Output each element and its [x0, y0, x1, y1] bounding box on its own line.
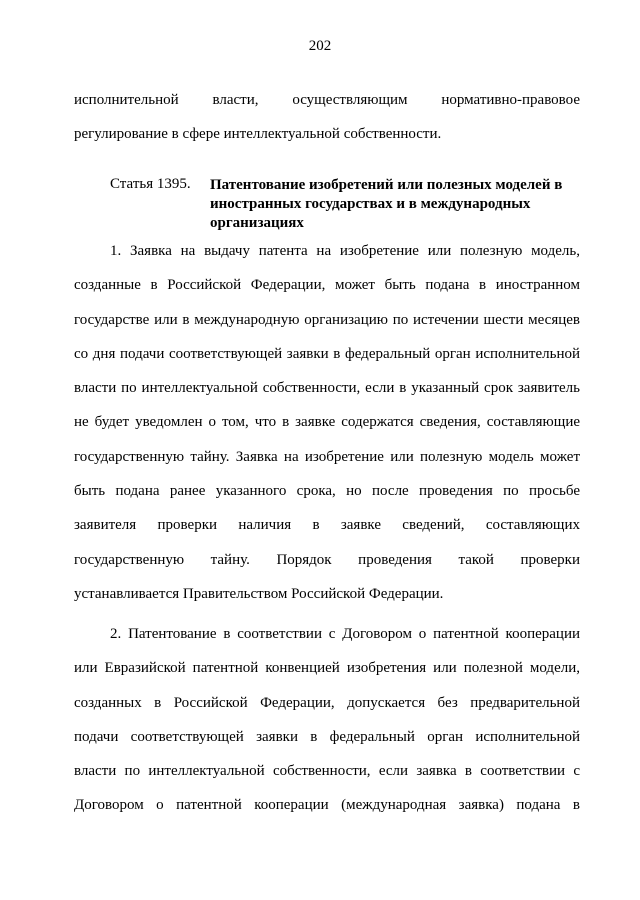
- text-line: исполнительной власти, осуществляющим нормативно-правовое: [74, 92, 580, 108]
- text-line: быть подана ранее указанного срока, но после проведения по просьбе: [74, 483, 580, 500]
- paragraph-1: [74, 234, 580, 611]
- text-line: 1. Заявка на выдачу патента на изобретение или полезную модель,: [110, 243, 580, 259]
- text-line: 2. Патентование в соответствии с Договором о патентной кооперации: [110, 626, 580, 642]
- text-line: созданные в Российской Федерации, может быть подана в иностранном: [74, 277, 580, 294]
- text-line: власти по интеллектуальной собственности, если в указанный срок заявитель: [74, 380, 580, 397]
- paragraph-2: [74, 617, 580, 823]
- text-line: устанавливается Правительством Российской Федерации.: [74, 585, 444, 602]
- page-number: 202: [308, 38, 332, 54]
- text-line: со дня подачи соответствующей заявки в федеральный орган исполнительной: [74, 345, 580, 362]
- article-label: Статья 1395.: [110, 176, 191, 192]
- text-line: созданных в Российской Федерации, допускается без предварительной: [74, 694, 580, 711]
- text-line: Договором о патентной кооперации (международная заявка) подана в: [74, 797, 580, 814]
- text-line: власти по интеллектуальной собственности, если заявка в соответствии с: [74, 763, 580, 780]
- article-title-line: иностранных государствах и в международных: [210, 196, 531, 212]
- text-line: подачи соответствующей заявки в федеральный орган исполнительной: [74, 728, 580, 745]
- text-line: регулирование в сфере интеллектуальной собственности.: [74, 126, 442, 143]
- text-line: или Евразийской патентной конвенцией изобретения или полезной модели,: [74, 660, 580, 677]
- text-line: государственную тайну. Заявка на изобретение или полезную модель может: [74, 448, 580, 465]
- text-line: заявителя проверки наличия в заявке сведений, составляющих: [74, 517, 580, 534]
- text-line: государственную тайну. Порядок проведения такой проверки: [74, 551, 580, 568]
- intro-text: [74, 83, 580, 152]
- text-line: не будет уведомлен о том, что в заявке содержатся сведения, составляющие: [74, 414, 580, 431]
- text-line: государстве или в международную организацию по истечении шести месяцев: [74, 311, 580, 328]
- article-title-line: Патентование изобретений или полезных моделей в: [210, 177, 563, 193]
- article-title: [210, 176, 580, 233]
- article-title-line: организациях: [210, 215, 304, 231]
